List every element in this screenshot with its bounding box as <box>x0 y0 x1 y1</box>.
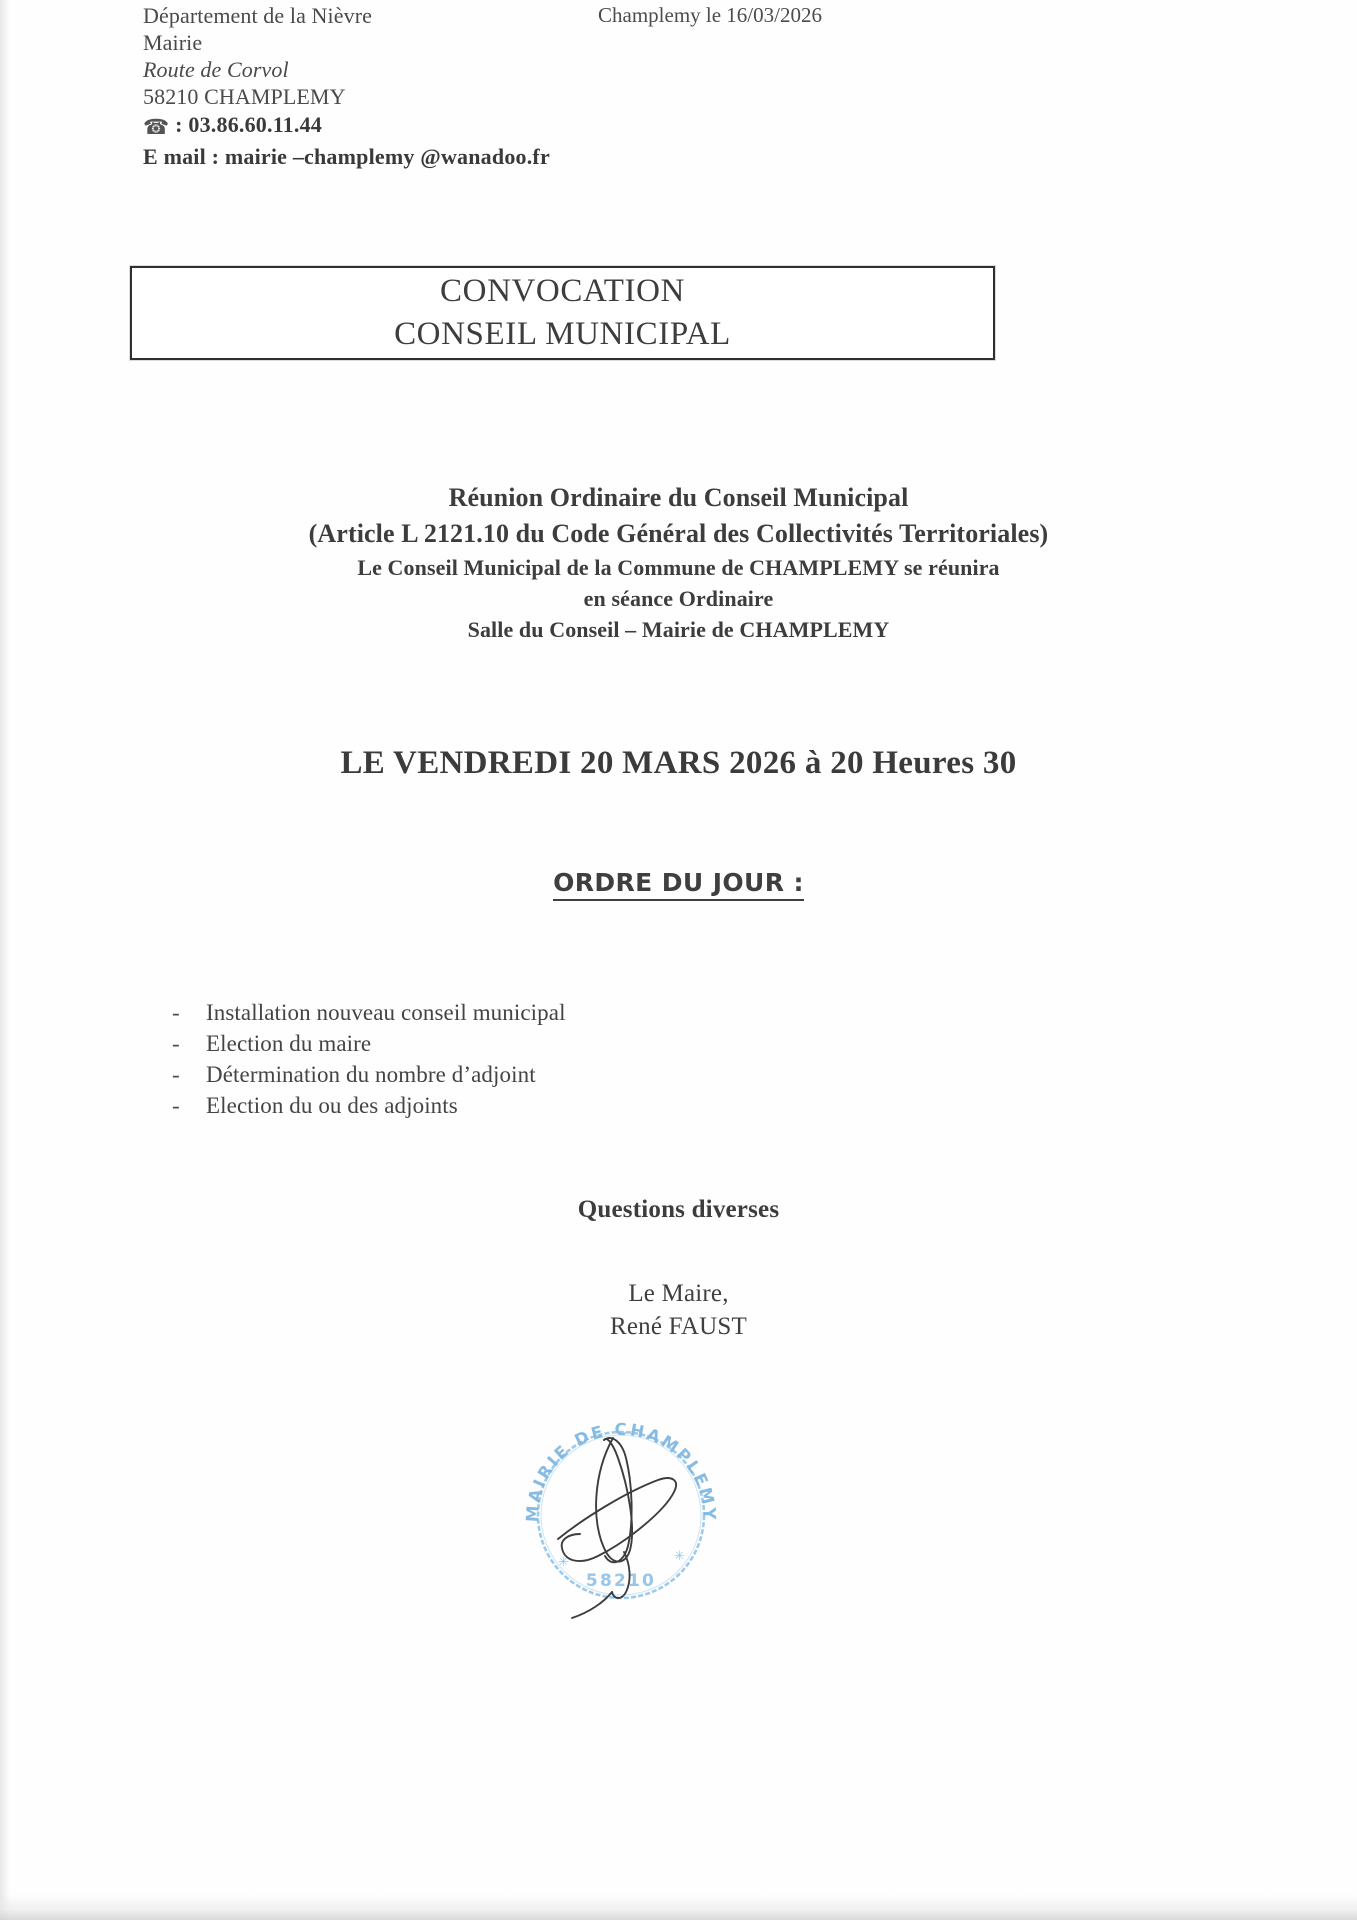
list-item-label: Election du maire <box>206 1031 372 1056</box>
letterhead-row-email <box>143 140 1203 174</box>
list-item-label: Installation nouveau conseil municipal <box>206 1000 566 1025</box>
department-text: Département de la Nièvre <box>143 3 373 28</box>
meeting-line-legal-article: (Article L 2121.10 du Code Général des Collectivités Territoriales) <box>308 518 1049 548</box>
stamp-postal-code: 58210 <box>585 1571 657 1591</box>
list-item <box>172 1000 872 1031</box>
signoff-role: Le Maire, <box>628 1280 729 1307</box>
handwritten-signature <box>558 1438 676 1618</box>
scan-edge-bottom <box>0 1894 1357 1920</box>
agenda-heading-text: ORDRE DU JOUR : <box>553 868 804 901</box>
meeting-details <box>0 480 1357 645</box>
letterhead-row-street <box>143 56 1203 83</box>
title-line-conseil-municipal: CONSEIL MUNICIPAL <box>394 316 731 352</box>
place-date-text: Champlemy le 16/03/2026 <box>598 3 822 27</box>
letterhead-row-phone <box>143 110 1203 140</box>
letterhead-row-office <box>143 29 1203 56</box>
phone-text: : 03.86.60.11.44 <box>175 112 322 137</box>
questions-diverses-text: Questions diverses <box>577 1196 780 1223</box>
city-text: 58210 CHAMPLEMY <box>143 84 346 109</box>
scan-edge-left <box>0 0 10 1920</box>
official-stamp <box>506 1400 736 1630</box>
letterhead-row-city <box>143 83 1203 110</box>
email-text: E mail : mairie –champlemy @wanadoo.fr <box>143 144 550 169</box>
letterhead <box>143 2 1203 174</box>
agenda-list <box>172 1000 872 1124</box>
agenda-heading <box>0 868 1357 897</box>
stamp-star-right-icon: ✳ <box>674 1549 685 1564</box>
office-text: Mairie <box>143 30 203 55</box>
list-item-dash: - <box>172 1000 180 1025</box>
list-item <box>172 1031 872 1062</box>
stamp-star-left-icon: ✳ <box>558 1555 569 1570</box>
list-item-dash: - <box>172 1093 180 1118</box>
meeting-line-venue: Salle du Conseil – Mairie de CHAMPLEMY <box>467 617 890 643</box>
signoff-name: René FAUST <box>610 1313 747 1340</box>
meeting-line-session: en séance Ordinaire <box>583 585 774 611</box>
list-item-label: Détermination du nombre d’adjoint <box>206 1062 536 1087</box>
stamp-arc-text: MAIRIE DE CHAMPLEMY <box>522 1419 720 1523</box>
letterhead-row-department <box>143 2 1203 29</box>
list-item-dash: - <box>172 1031 180 1056</box>
stamp-svg <box>506 1400 736 1630</box>
meeting-date-headline: LE VENDREDI 20 MARS 2026 à 20 Heures 30 <box>340 745 1017 781</box>
meeting-line-commune: Le Conseil Municipal de la Commune de CHAMPLEMY se réunira <box>357 554 1000 580</box>
list-item-dash: - <box>172 1062 180 1087</box>
meeting-line-type: Réunion Ordinaire du Conseil Municipal <box>448 483 909 512</box>
telephone-icon: ☎ <box>143 115 170 139</box>
list-item <box>172 1093 872 1124</box>
signature-block <box>0 1277 1357 1343</box>
list-item <box>172 1062 872 1093</box>
title-line-convocation: CONVOCATION <box>440 273 685 310</box>
title-box <box>130 266 995 360</box>
list-item-label: Election du ou des adjoints <box>206 1093 458 1118</box>
street-text: Route de Corvol <box>143 57 289 82</box>
